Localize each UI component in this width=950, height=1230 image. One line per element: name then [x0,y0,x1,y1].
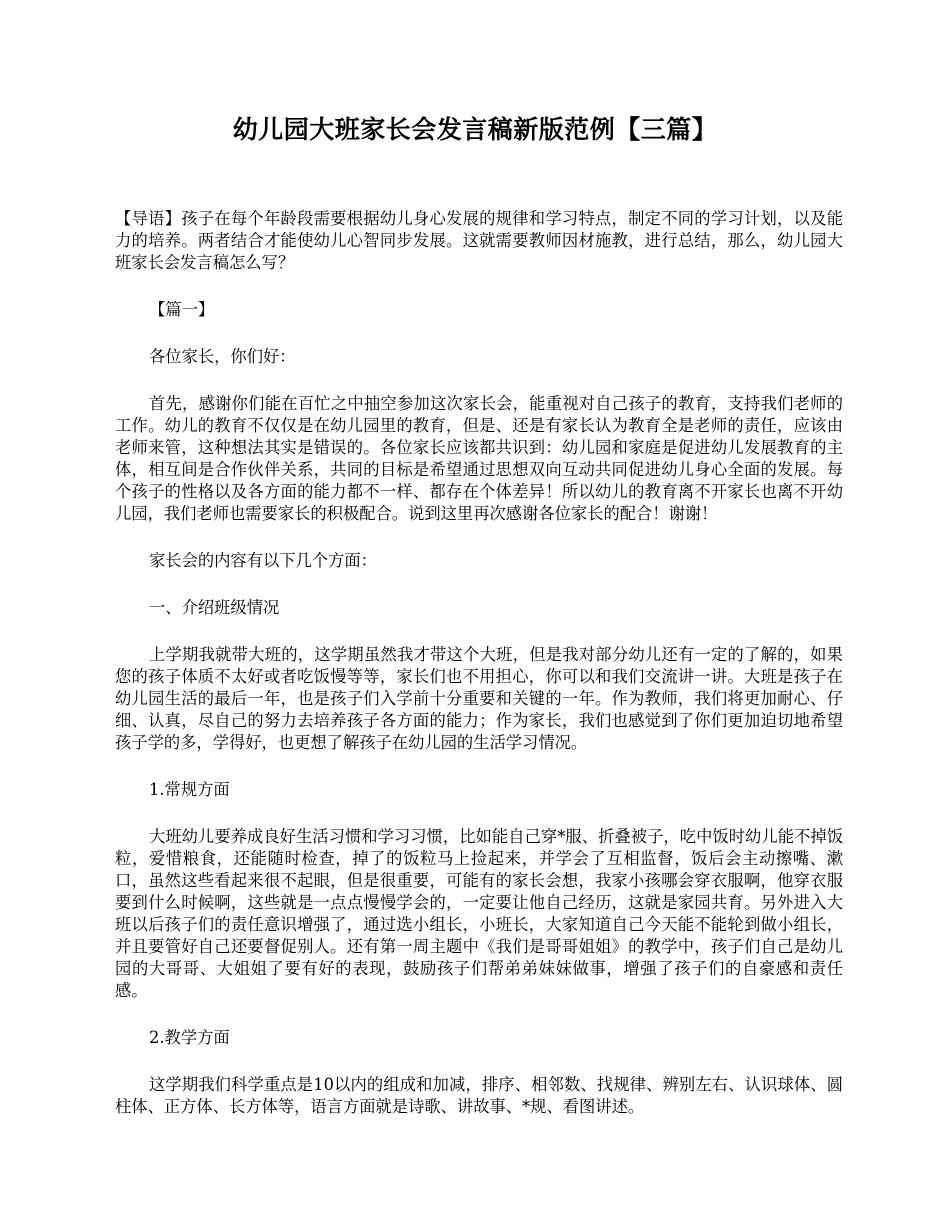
greeting-paragraph: 各位家长，你们好： [149,347,296,366]
section-heading-part-one: 【篇一】 [149,300,215,319]
subheading-routine: 1.常规方面 [149,780,230,799]
intro-paragraph: 【导语】孩子在每个年龄段需要根据幼儿身心发展的规律和学习特点，制定不同的学习计划，以及能力的培养。两者结合才能使幼儿心智同步发展。这就需要教师因材施教，进行总结，那么，幼儿园大班家长会发言稿怎么写？ [115,209,843,272]
document-title: 幼儿园大班家长会发言稿新版范例【三篇】 [232,115,718,144]
thanks-paragraph: 首先，感谢你们能在百忙之中抽空参加这次家长会，能重视对自己孩子的教育，支持我们老师的工作。幼儿的教育不仅仅是在幼儿园里的教育，但是、还是有家长认为教育全是老师的责任，应该由老师来管，这种想法其实是错误的。各位家长应该都共识到：幼儿园和家庭是促进幼儿发展教育的主体，相互间是合作伙伴关系，共同的目标是希望通过思想双向互动共同促进幼儿身心全面的发展。每个孩子的性格以及各方面的能力都不一样、都存在个体差异！所以幼儿的教育离不开家长也离不开幼儿园，我们老师也需要家长的积极配合。说到这里再次感谢各位家长的配合！谢谢！ [115,394,843,523]
section-heading-class-overview: 一、介绍班级情况 [149,598,280,617]
document-body [115,208,843,1143]
class-overview-paragraph: 上学期我就带大班的，这学期虽然我才带这个大班，但是我对部分幼儿还有一定的了解的，如果您的孩子体质不太好或者吃饭慢等等，家长们也不用担心，你可以和我们交流讲一讲。大班是孩子在幼儿园生活的最后一年，也是孩子们入学前十分重要和关键的一年。作为教师，我们将更加耐心、仔细、认真，尽自己的努力去培养孩子各方面的能力；作为家长，我们也感觉到了你们更加迫切地希望孩子学的多，学得好，也更想了解孩子在幼儿园的生活学习情况。 [115,645,843,752]
agenda-intro-paragraph: 家长会的内容有以下几个方面： [149,551,377,570]
teaching-paragraph: 这学期我们科学重点是10以内的组成和加减，排序、相邻数、找规律、辨别左右、认识球体、圆柱体、正方体、长方体等，语言方面就是诗歌、讲故事、*规、看图讲述。 [115,1075,843,1116]
subheading-teaching: 2.教学方面 [149,1028,230,1047]
routine-paragraph: 大班幼儿要养成良好生活习惯和学习习惯，比如能自己穿*服、折叠被子，吃中饭时幼儿能不掉饭粒，爱惜粮食，还能随时检查，掉了的饭粒马上捡起来，并学会了互相监督，饭后会主动擦嘴、漱口，虽然这些看起来很不起眼，但是很重要，可能有的家长会想，我家小孩哪会穿衣服啊，他穿衣服要到什么时候啊，这些就是一点点慢慢学会的，一定要让他自己经历，这就是家园共育。另外进入大班以后孩子们的责任意识增强了，通过选小组长，小班长，大家知道自己今天能不能轮到做小组长，并且要管好自己还要督促别人。还有第一周主题中《我们是哥哥姐姐》的教学中，孩子们自己是幼儿园的大哥哥、大姐姐了要有好的表现，鼓励孩子们帮弟弟妹妹做事，增强了孩子们的自豪感和责任感。 [115,827,843,1000]
